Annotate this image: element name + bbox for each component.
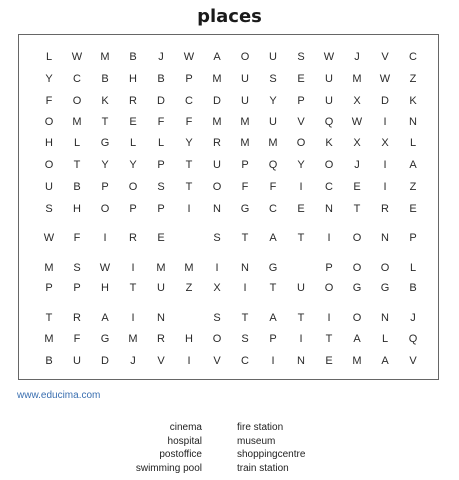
grid-cell: M (128, 333, 138, 345)
grid-cell: S (45, 203, 53, 215)
grid-cell: D (381, 95, 389, 107)
grid-cell: P (241, 159, 249, 171)
grid-cell: I (243, 282, 247, 294)
grid-cell: T (185, 181, 193, 193)
grid-cell: I (187, 355, 191, 367)
word-list-left (136, 421, 202, 475)
grid-cell: P (45, 282, 53, 294)
grid-cell: B (101, 73, 109, 85)
grid-cell: T (73, 159, 81, 171)
grid-cell: J (410, 312, 416, 324)
grid-cell: L (45, 51, 53, 63)
grid-cell: Q (408, 333, 418, 345)
word-item: shoppingcentre (237, 449, 306, 461)
grid-cell: I (271, 355, 275, 367)
grid-cell: W (379, 73, 391, 85)
grid-cell: E (297, 73, 305, 85)
grid-cell: I (327, 312, 331, 324)
source-link[interactable]: www.educima.com (17, 390, 101, 401)
grid-cell: W (323, 51, 335, 63)
grid-cell: O (128, 181, 138, 193)
grid-cell: U (45, 181, 53, 193)
grid-cell: D (157, 95, 165, 107)
grid-cell: G (268, 262, 278, 274)
grid-cell: O (212, 181, 222, 193)
word-item: museum (237, 435, 276, 447)
grid-cell: C (269, 203, 277, 215)
grid-cell: E (409, 203, 417, 215)
grid-cell: O (44, 116, 54, 128)
grid-cell: X (353, 95, 361, 107)
grid-cell: U (269, 116, 277, 128)
grid-cell: H (73, 203, 81, 215)
grid-cell: G (352, 282, 362, 294)
grid-cell: P (101, 181, 109, 193)
grid-cell: N (381, 232, 389, 244)
grid-cell: O (72, 95, 82, 107)
grid-cell: G (380, 282, 390, 294)
grid-cell: N (381, 312, 389, 324)
grid-cell: P (297, 95, 305, 107)
grid-cell: T (45, 312, 53, 324)
grid-cell: K (409, 95, 417, 107)
grid-cell: R (213, 137, 221, 149)
grid-cell: W (99, 262, 111, 274)
grid-cell: R (129, 232, 137, 244)
word-item: cinema (169, 422, 202, 433)
puzzle-title: places (197, 6, 262, 27)
grid-cell: R (381, 203, 389, 215)
grid-cell: Q (268, 159, 278, 171)
grid-cell: I (383, 116, 387, 128)
grid-cell: P (157, 203, 165, 215)
grid-cell: L (381, 333, 389, 345)
grid-cell: I (299, 333, 303, 345)
grid-cell: X (353, 137, 361, 149)
grid-cell: A (381, 355, 389, 367)
grid-cell: L (157, 137, 165, 149)
grid-cell: U (297, 282, 305, 294)
grid-cell: O (324, 282, 334, 294)
grid-cell: A (353, 333, 361, 345)
grid-cell: M (240, 137, 250, 149)
grid-cell: R (129, 95, 137, 107)
grid-cell: U (157, 282, 165, 294)
grid-cell: I (131, 312, 135, 324)
grid-cell: H (129, 73, 137, 85)
grid-cell: S (73, 262, 81, 274)
grid-cell: O (44, 159, 54, 171)
grid-cell: K (325, 137, 333, 149)
grid-cell: C (241, 355, 249, 367)
grid-cell: F (269, 181, 277, 193)
grid-cell: C (325, 181, 333, 193)
grid-cell: J (158, 51, 164, 63)
grid-cell: C (409, 51, 417, 63)
grid-cell: N (157, 312, 165, 324)
grid-cell: T (241, 312, 249, 324)
grid-cell: N (241, 262, 249, 274)
grid-cell: O (100, 203, 110, 215)
grid-cell: U (325, 73, 333, 85)
grid-cell: B (129, 51, 137, 63)
grid-cell: Y (101, 159, 109, 171)
grid-cell: K (101, 95, 109, 107)
grid-cell: T (185, 159, 193, 171)
grid-cell: W (43, 232, 55, 244)
grid-cell: S (269, 73, 277, 85)
grid-cell: F (45, 95, 53, 107)
grid-cell: O (240, 51, 250, 63)
grid-cell: Y (297, 159, 305, 171)
grid-cell: I (299, 181, 303, 193)
grid-cell: M (156, 262, 166, 274)
grid-cell: M (72, 116, 82, 128)
grid-cell: S (213, 232, 221, 244)
grid-cell: J (130, 355, 136, 367)
grid-cell: G (100, 333, 110, 345)
grid-cell: I (383, 181, 387, 193)
grid-cell: B (409, 282, 417, 294)
grid-cell: Z (409, 181, 417, 193)
grid-cell: P (73, 282, 81, 294)
grid-cell: W (351, 116, 363, 128)
grid-cell: M (100, 51, 110, 63)
grid-cell: T (353, 203, 361, 215)
word-item: fire station (237, 422, 284, 433)
grid-cell: H (101, 282, 109, 294)
grid-cell: V (213, 355, 221, 367)
grid-cell: R (157, 333, 165, 345)
grid-cell: J (354, 159, 360, 171)
grid-cell: N (409, 116, 417, 128)
grid-cell: T (297, 232, 305, 244)
grid-cell: Y (129, 159, 137, 171)
grid-cell: V (409, 355, 417, 367)
grid-cell: V (381, 51, 389, 63)
grid-cell: E (157, 232, 165, 244)
grid-cell: P (157, 159, 165, 171)
grid-cell: D (101, 355, 109, 367)
grid-cell: I (131, 262, 135, 274)
grid-cell: S (297, 51, 305, 63)
grid-cell: A (213, 51, 221, 63)
grid-cell: M (240, 116, 250, 128)
grid-cell: L (73, 137, 81, 149)
grid-cell: E (325, 355, 333, 367)
grid-cell: O (352, 312, 362, 324)
grid-cell: M (352, 73, 362, 85)
grid-cell: M (212, 73, 222, 85)
grid-cell: F (157, 116, 165, 128)
grid-cell: T (129, 282, 137, 294)
letter-grid (18, 34, 439, 380)
word-item: swimming pool (135, 462, 202, 474)
grid-cell: D (213, 95, 221, 107)
grid-cell: U (241, 73, 249, 85)
word-item: hospital (167, 435, 202, 447)
grid-cell: M (184, 262, 194, 274)
grid-cell: Y (269, 95, 277, 107)
grid-cell: S (241, 333, 249, 345)
word-list-right (237, 421, 305, 475)
grid-cell: O (212, 333, 222, 345)
grid-cell: Z (409, 73, 417, 85)
grid-cell: Y (185, 137, 193, 149)
grid-cell: A (101, 312, 109, 324)
word-item: train station (237, 462, 289, 474)
grid-cell: O (352, 232, 362, 244)
grid-cell: M (44, 262, 54, 274)
grid-cell: G (100, 137, 110, 149)
grid-cell: U (325, 95, 333, 107)
grid-cell: V (297, 116, 305, 128)
grid-cell: O (324, 159, 334, 171)
grid-cell: A (409, 159, 417, 171)
grid-cell: O (352, 262, 362, 274)
grid-cell: F (241, 181, 249, 193)
grid-cell: H (45, 137, 53, 149)
grid-cell: S (157, 181, 165, 193)
grid-cell: W (71, 51, 83, 63)
grid-cell: I (215, 262, 219, 274)
grid-cell: C (73, 73, 81, 85)
grid-cell: S (213, 312, 221, 324)
grid-cell: E (297, 203, 305, 215)
grid-cell: N (213, 203, 221, 215)
grid-cell: W (183, 51, 195, 63)
grid-cell: T (269, 282, 277, 294)
grid-cell: I (327, 232, 331, 244)
grid-cell: A (269, 232, 277, 244)
grid-cell: U (213, 159, 221, 171)
grid-cell: M (44, 333, 54, 345)
grid-cell: Z (185, 282, 193, 294)
grid-cell: F (185, 116, 193, 128)
grid-cell: F (73, 232, 81, 244)
grid-cell: T (325, 333, 333, 345)
grid-cell: B (45, 355, 53, 367)
grid-cell: E (129, 116, 137, 128)
word-item: postoffice (159, 449, 202, 461)
grid-cell: I (383, 159, 387, 171)
grid-cell: P (185, 73, 193, 85)
grid-cell: P (269, 333, 277, 345)
grid-cell: J (354, 51, 360, 63)
grid-cell: T (101, 116, 109, 128)
grid-cell: L (409, 137, 417, 149)
grid-cell: O (380, 262, 390, 274)
grid-cell: X (381, 137, 389, 149)
grid-cell: U (241, 95, 249, 107)
grid-cell: R (73, 312, 81, 324)
grid-cell: Y (45, 73, 53, 85)
grid-cell: P (129, 203, 137, 215)
grid-cell: U (73, 355, 81, 367)
grid-cell: Q (324, 116, 334, 128)
grid-cell: C (185, 95, 193, 107)
grid-cell: M (212, 116, 222, 128)
grid-cell: V (157, 355, 165, 367)
grid-cell: L (409, 262, 417, 274)
grid-cell: A (269, 312, 277, 324)
grid-cell: T (297, 312, 305, 324)
grid-cell: M (352, 355, 362, 367)
grid-cell: M (268, 137, 278, 149)
grid-cell: P (325, 262, 333, 274)
grid-cell: F (73, 333, 81, 345)
grid-cell: E (353, 181, 361, 193)
grid-cell: P (409, 232, 417, 244)
grid-cell: H (185, 333, 193, 345)
grid-cell: T (241, 232, 249, 244)
grid-cell: U (269, 51, 277, 63)
grid-cell: L (129, 137, 137, 149)
grid-cell: N (325, 203, 333, 215)
grid-cell: I (187, 203, 191, 215)
grid-cell: B (157, 73, 165, 85)
grid-cell: O (296, 137, 306, 149)
grid-cell: G (240, 203, 250, 215)
grid-cell: I (103, 232, 107, 244)
grid-cell: B (73, 181, 81, 193)
grid-cell: X (213, 282, 221, 294)
grid-cell: N (297, 355, 305, 367)
